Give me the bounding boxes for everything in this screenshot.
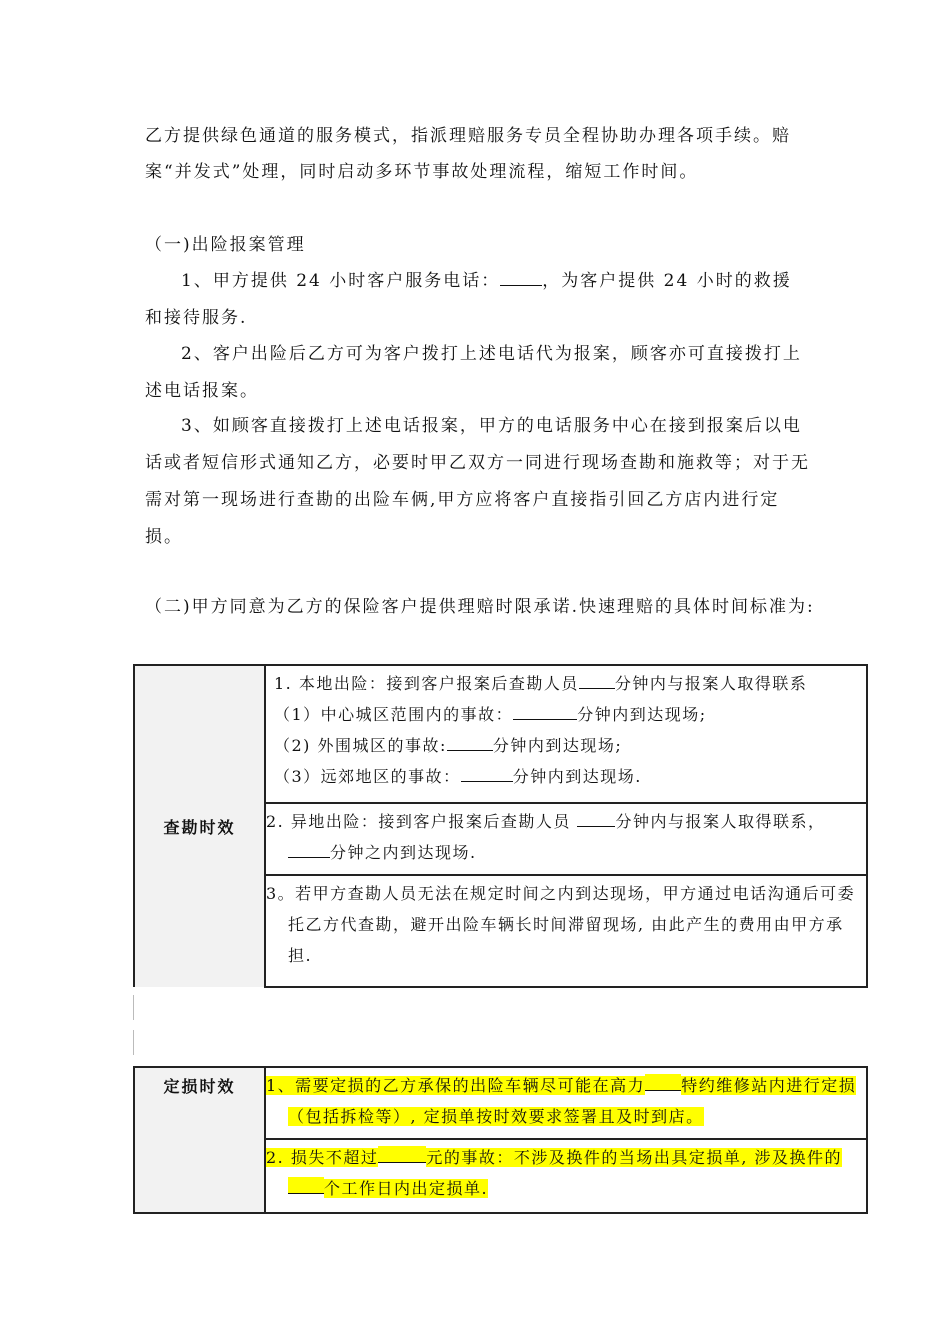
highlighted-text: 1、需要定损的乙方承保的出险车辆尽可能在高力 [266, 1076, 646, 1095]
minutes-blank [447, 734, 493, 751]
text: 分钟内与报案人取得联系， [615, 812, 826, 831]
text: （2) 外围城区的事故: [274, 736, 447, 755]
station-blank [645, 1074, 681, 1091]
remote-incident-cell [265, 803, 867, 875]
text: 分钟之内到达现场. [330, 843, 477, 862]
amount-blank [378, 1146, 426, 1163]
section2-heading: （二)甲方同意为乙方的保险客户提供理赔时限承诺.快速理赔的具体时间标准为: [145, 597, 815, 617]
intro-line-1: 乙方提供绿色通道的服务模式，指派理赔服务专员全程协助办理各项手续。赔 [145, 126, 791, 146]
section1-item-3: 3、如顾客直接拨打上述电话报案，甲方的电话服务中心在接到报案后以电话或者短信形式通知乙方，必要时甲乙双方一同进行现场查勘和施救等；对于无需对第一现场进行查勘的出险车俩,甲方应将客户直接指引回乙方店内进行定损。 [145, 416, 810, 547]
table-row [134, 1067, 867, 1139]
loss-assessment-label-text: 定损时效 [163, 1077, 236, 1096]
local-line-3 [274, 730, 860, 761]
section1-item-1 [145, 263, 810, 337]
local-incident-content [266, 666, 866, 796]
highlighted-text: 个工作日内出定损单. [324, 1179, 489, 1198]
loss-limit-cell [265, 1139, 867, 1213]
margin-mark [133, 1030, 134, 1055]
delegate-survey-content: 3。若甲方查勘人员无法在规定时间之内到达现场，甲方通过电话沟通后可委托乙方代查勘，避开出险车辆长时间滞留现场, 由此产生的费用由甲方承担. [266, 884, 856, 965]
item1-text-a: 1、甲方提供 24 小时客户服务电话： [181, 271, 501, 291]
minutes-blank [288, 841, 330, 858]
highlighted-text: 元的事故：不涉及换件的当场出具定损单, 涉及换件的 [426, 1148, 843, 1167]
highlighted-text: 特约维修站内进行定损（包括拆检等）, 定损单按时效要求签署且及时到店。 [288, 1076, 857, 1126]
delegate-survey-cell [265, 875, 867, 987]
local-line-4 [274, 761, 860, 792]
minutes-blank [579, 672, 615, 689]
minutes-blank [513, 703, 577, 720]
minutes-blank [461, 765, 513, 782]
days-blank [288, 1177, 324, 1194]
table-row [134, 665, 867, 803]
highlighted-text: 2. 损失不超过 [266, 1148, 379, 1167]
loss-limit-content [266, 1140, 866, 1208]
phone-blank [500, 268, 542, 286]
section1-heading: （一)出险报案管理 [145, 235, 306, 255]
intro-line-2: 案“并发式”处理，同时启动多环节事故处理流程，缩短工作时间。 [145, 162, 699, 182]
loss-assessment-label [134, 1067, 265, 1213]
intro-paragraph [145, 118, 810, 190]
repair-station-content [266, 1068, 866, 1136]
survey-time-table [133, 664, 868, 988]
local-line-2 [274, 699, 860, 730]
margin-mark [133, 995, 134, 1020]
loss-assessment-table [133, 1066, 868, 1214]
text: 2. 异地出险：接到客户报案后查勘人员 [266, 812, 578, 831]
minutes-blank [577, 810, 615, 827]
section1-item-2: 2、客户出险后乙方可为客户拨打上述电话代为报案，顾客亦可直接拨打上述电话报案。 [145, 344, 802, 401]
text: 分钟内到达现场; [577, 705, 707, 724]
local-incident-cell [265, 665, 867, 803]
text: 分钟内与报案人取得联系 [614, 674, 808, 693]
text: （3）远郊地区的事故： [274, 767, 461, 786]
item1-text-b: ，为客户提供 24 小时的救援和接待服务. [145, 271, 792, 328]
text: 1. 本地出险：接到客户报案后查勘人员 [274, 674, 579, 693]
text: 分钟内到达现场. [512, 767, 642, 786]
local-line-1 [274, 668, 860, 699]
text: 分钟内到达现场; [492, 736, 623, 755]
repair-station-cell [265, 1067, 867, 1139]
survey-time-label [134, 665, 265, 987]
text: （1）中心城区范围内的事故： [274, 705, 514, 724]
survey-time-label-text: 查勘时效 [163, 818, 236, 837]
remote-incident-content [266, 804, 866, 872]
